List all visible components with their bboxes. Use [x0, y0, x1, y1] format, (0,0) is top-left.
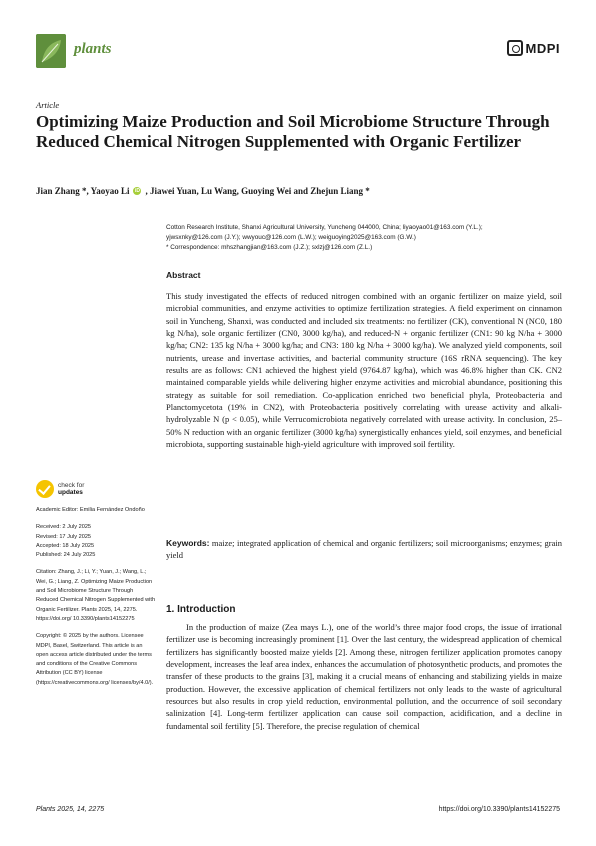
date-received: Received: 2 July 2025	[36, 524, 92, 531]
article-title: Optimizing Maize Production and Soil Microbiome Structure Through Reduced Chemical Nitrogen Supplemented with Organic Fertilizer	[36, 112, 550, 151]
abstract-text: This study investigated the effects of reduced nitrogen combined with an organic fertilizer on maize yield, soil microbial communities, and enzyme activities to optimize fertilization strategies. A field experiment on cinnamon soil in Yuncheng, Shanxi, was conducted and included six treatments: no fertilizer (CK), conventional N (NC0, 180 kg N/ha), sole organic fertilizer (CN0, 3000 kg/ha), and reduced-N + organic fertilizer (CN1: 90 kg N/ha + 3000 kg/ha; CN2: 135 kg N/ha + 3000 kg/ha; and CN3: 180 kg N/ha + 3000 kg/ha). We analyzed yield components, soil nutrients, urease and invertase activities, and bacterial community structure (16S rRNA sequencing). The key results are as follows: CN1 achieved the highest yield (9764.87 kg/ha), which was 46.8% higher than CK. CN2 maintained comparable yields while delivering higher enzyme activities and microbial abundance, positioning this strategy as suitable for soil remediation. Co-application enriched two beneficial phyla, Proteobacteria and Planctomycetota (19% in CN2), with Proteobacteria positively correlating with urease activity and alkali-hydrolyzable N (p < 0.05), while Verrucomicrobiota negatively correlated with urease activity. In conclusion, 25–50% N reduction with an organic fertilizer (3000 kg/ha) synergistically enhances yield, soil enzymes, and beneficial microbiota, supporting sustainable high-yield agriculture with improved soil fertility.	[166, 291, 562, 450]
affiliation-line: yjwsxnky@126.com (J.Y.); wwyouc@126.com (L.W.); weiguoying2025@163.com (G.W.)	[166, 234, 416, 241]
date-accepted: Accepted: 18 July 2025	[36, 542, 95, 549]
authors-part2: , Jiawei Yuan, Lu Wang, Guoying Wei and Zhejun Liang *	[145, 186, 370, 196]
article-info-sidebar	[36, 506, 156, 696]
check-for-updates-label	[58, 482, 84, 496]
abstract-heading: Abstract	[166, 270, 201, 280]
publication-dates	[36, 523, 156, 560]
affiliation-line: Cotton Research Institute, Shanxi Agricultural University, Yuncheng 044000, China; liyaoyao01@163.com (Y.L.);	[166, 224, 483, 231]
copyright: Copyright: © 2025 by the authors. Licensee MDPI, Basel, Switzerland. This article is an open access article distributed under the terms and conditions of the Creative Commons Attribution (CC BY) license (https://creativecommons.org/ licenses/by/4.0/).	[36, 633, 154, 686]
keywords-label: Keywords:	[166, 538, 210, 548]
checkmark-icon	[36, 480, 54, 498]
mdpi-logo[interactable]	[507, 40, 561, 56]
author-list	[36, 186, 370, 196]
citation: Citation: Zhang, J.; Li, Y.; Yuan, J.; Wang, L.; Wei, G.; Liang, Z. Optimizing Maize Production and Soil Microbiome Structure Through Reduced Chemical Nitrogen Supplemented with Organic Fertilizer. Plants 2025, 14, 2275. https://doi.org/ 10.3390/plants14152275	[36, 569, 156, 622]
leaf-logo-icon	[36, 34, 66, 68]
footer-citation: Plants 2025, 14, 2275	[36, 806, 105, 813]
check-for-label: check for	[58, 482, 85, 489]
correspondence: * Correspondence: mhszhangjian@163.com (J.Z.); sxlzj@126.com (Z.L.)	[166, 244, 373, 251]
updates-label: updates	[58, 489, 83, 496]
orcid-icon[interactable]: iD	[134, 188, 140, 194]
check-for-updates-button[interactable]	[36, 480, 84, 498]
journal-name: plants	[74, 41, 112, 57]
date-published: Published: 24 July 2025	[36, 552, 96, 559]
mdpi-logo-icon	[507, 40, 523, 56]
mdpi-logo-text: MDPI	[525, 40, 560, 56]
footer-doi-link[interactable]: https://doi.org/10.3390/plants14152275	[438, 806, 560, 813]
keywords	[166, 537, 562, 562]
keywords-text: maize; integrated application of chemical and organic fertilizers; soil microorganisms; enzymes; grain yield	[166, 538, 562, 561]
section-heading-introduction: 1. Introduction	[166, 604, 236, 615]
date-revised: Revised: 17 July 2025	[36, 533, 92, 540]
affiliation-block	[166, 223, 566, 253]
article-type: Article	[36, 100, 60, 110]
academic-editor: Academic Editor: Emilia Fernández Ondoño	[36, 507, 145, 513]
authors-part1: Jian Zhang *, Yaoyao Li	[36, 186, 130, 196]
introduction-text: In the production of maize (Zea mays L.), one of the world’s three major food crops, the issue of irrational fertilizer use is becoming increasingly prominent [1]. Over the last century, the widespread application of chemical fertilizers has significantly boosted maize yields [2]. Among these, nitrogen fertilizer application promotes canopy development, increases the leaf area index, enhances the accumulation of photosynthetic products, and promotes the transfer of these products to the grains [3], making it a crucial means of enhancing and stabilizing yields in maize production. However, the excessive application of chemical fertilizers not only leads to the waste of agricultural resources but also results in crop yield reduction, environmental pollution, and the occurrence of soil secondary salinization [4]. Long-term fertilizer application can cause soil compaction, acidification, and a decline in fundamental soil fertility [5]. Therefore, the precise regulation of chemical	[166, 622, 562, 731]
